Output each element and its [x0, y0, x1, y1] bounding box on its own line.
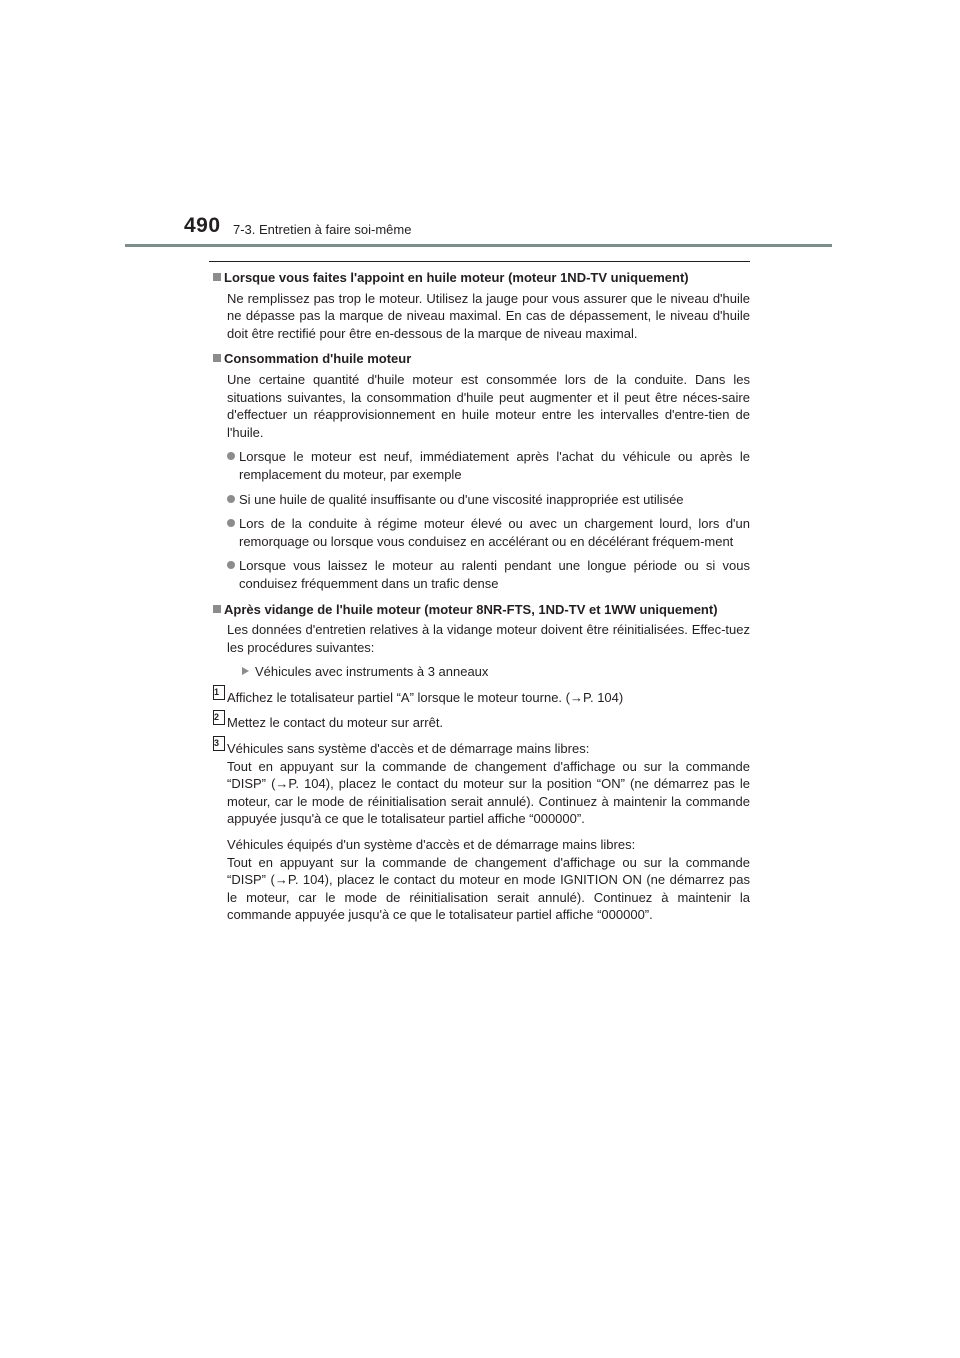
- step-number-badge: 1: [213, 685, 225, 700]
- section-text: Les données d'entretien relatives à la vidange moteur doivent être réinitialisées. Effec-tuez les procédures suivantes:: [227, 622, 750, 655]
- step-block-with-smart-entry: [227, 836, 750, 924]
- step-text: Affichez le totalisateur partiel “A” lorsque le moteur tourne. (→P. 104): [227, 689, 624, 705]
- list-item-text: Si une huile de qualité insuffisante ou d'une viscosité inappropriée est utilisée: [239, 491, 684, 507]
- list-item: [227, 448, 750, 483]
- round-bullet-icon: [227, 561, 235, 569]
- subheading-text: Véhicules avec instruments à 3 anneaux: [255, 664, 489, 680]
- list-item: [227, 515, 750, 550]
- list-item-text: Lorsque vous laissez le moteur au ralenti pendant une longue période ou si vous conduisez fréquemment dans un trafic dense: [239, 558, 750, 591]
- page-content: [213, 269, 750, 924]
- section-oil-consumption: [213, 350, 750, 592]
- section-heading: Consommation d'huile moteur: [224, 351, 412, 367]
- square-bullet-icon: [213, 354, 221, 362]
- section-oil-change-reset: [213, 601, 750, 925]
- header-divider: [125, 244, 832, 247]
- step-1: [214, 686, 750, 707]
- page-header: [0, 0, 960, 280]
- step-number-badge: 2: [213, 710, 225, 725]
- subheading: [242, 663, 750, 681]
- list-item-text: Lorsque le moteur est neuf, immédiatement après l'achat du véhicule ou après le remplacement du moteur, par exemple: [239, 449, 750, 482]
- step-2: [214, 712, 750, 732]
- step-block-title: Véhicules équipés d'un système d'accès et de démarrage mains libres:: [227, 837, 636, 853]
- step-block-title: Véhicules sans système d'accès et de démarrage mains libres:: [227, 741, 590, 757]
- chapter-title: 7-3. Entretien à faire soi-même: [233, 222, 412, 237]
- section-text: Une certaine quantité d'huile moteur est consommée lors de la conduite. Dans les situations suivantes, la consommation d'huile peut augmenter et il peut être néces-saire d'effectuer un réapprovisionnement en huile moteur entre les intervalles d'entre-tien de l'huile.: [227, 371, 750, 440]
- round-bullet-icon: [227, 452, 235, 460]
- step-block-text: Tout en appuyant sur la commande de changement d'affichage ou sur la commande “DISP” (→P. 104), placez le contact du moteur sur la position “ON” (ne démarrez pas le moteur, car le mode de réinitialisation serait annulé). Continuez à maintenir la commande appuyée jusqu'à ce que le totalisateur partiel affiche “000000”.: [227, 758, 750, 827]
- list-item: [227, 491, 750, 509]
- section-heading: Lorsque vous faites l'appoint en huile moteur (moteur 1ND-TV uniquement): [224, 270, 689, 285]
- round-bullet-icon: [227, 519, 235, 527]
- list-item-text: Lors de la conduite à régime moteur élevé ou avec un chargement lourd, lors d'un remorquage ou lorsque vous conduisez en accélérant ou en décélérant fréquem-ment: [239, 516, 750, 549]
- square-bullet-icon: [213, 273, 221, 281]
- step-3: [214, 738, 750, 924]
- square-bullet-icon: [213, 605, 221, 613]
- step-block-text: Tout en appuyant sur la commande de changement d'affichage ou sur la commande “DISP” (→P. 104), placez le contact du moteur en mode IGNITION ON (ne démarrez pas le moteur, car le mode de réinitialisation serait annulé). Continuez à maintenir la commande appuyée jusqu'à ce que le totalisateur partiel affiche “000000”.: [227, 854, 750, 923]
- section-divider: [209, 261, 750, 262]
- step-text: Mettez le contact du moteur sur arrêt.: [227, 715, 444, 731]
- triangle-arrow-icon: [242, 667, 249, 675]
- section-text: Ne remplissez pas trop le moteur. Utilisez la jauge pour vous assurer que le niveau d'huile ne dépasse pas la marque de niveau maximal. En cas de dépassement, le niveau d'huile doit être rectifié pour être en-dessous de la marque de niveau maximal.: [227, 290, 750, 341]
- section-heading: Après vidange de l'huile moteur (moteur 8NR-FTS, 1ND-TV et 1WW uniquement): [224, 601, 718, 617]
- list-item: [227, 557, 750, 592]
- page-number: 490: [184, 214, 221, 237]
- round-bullet-icon: [227, 495, 235, 503]
- step-block-without-smart-entry: [227, 740, 750, 828]
- section-oil-top-up: [213, 269, 750, 342]
- step-number-badge: 3: [213, 736, 225, 751]
